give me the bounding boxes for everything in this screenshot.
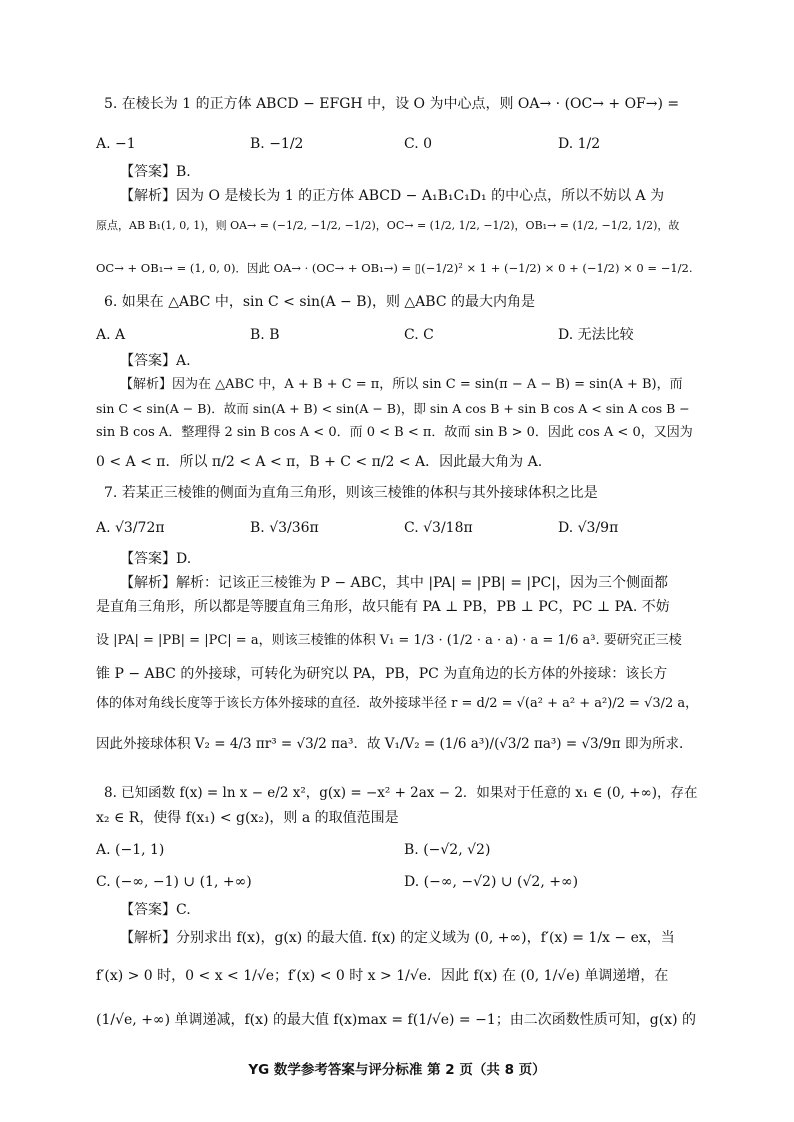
- q8-option-d: D. (−∞, −√2) ∪ (√2, +∞): [404, 874, 579, 890]
- q8-stem-line: x₂ ∈ R，使得 f(x₁) < g(x₂)，则 a 的取值范围是: [96, 810, 399, 826]
- q8-analysis-line: f′(x) > 0 时，0 < x < 1/√e；f′(x) < 0 时 x > 1/√e．因此 f(x) 在 (0, 1/√e) 单调递增，在: [96, 968, 669, 984]
- q5-analysis-line: 【解析】因为 O 是棱长为 1 的正方体 ABCD − A₁B₁C₁D₁ 的中心点，所以不妨以 A 为: [120, 188, 665, 204]
- q8-stem-line: 8. 已知函数 f(x) = ln x − e/2 x²，g(x) = −x² + 2ax − 2．如果对于任意的 x₁ ∈ (0, +∞)，存在: [104, 785, 698, 801]
- page-footer: YG 数学参考答案与评分标准 第 2 页（共 8 页）: [248, 1062, 546, 1078]
- q8-analysis-line: 【解析】分别求出 f(x)，g(x) 的最大值. f(x) 的定义域为 (0, +∞)，f′(x) = 1/x − ex，当: [120, 930, 675, 946]
- q7-answer: 【答案】D.: [120, 551, 192, 567]
- q7-analysis-line: 设 |PA| = |PB| = |PC| = a，则该三棱锥的体积 V₁ = 1/3 · (1/2 · a · a) · a = 1/6 a³. 要研究正三棱: [96, 633, 682, 648]
- q8-analysis-line: (1/√e, +∞) 单调递减，f(x) 的最大值 f(x)max = f(1/√e) = −1；由二次函数性质可知，g(x) 的: [96, 1012, 696, 1028]
- q7-analysis-line: 是直角三角形，所以都是等腰直角三角形，故只能有 PA ⊥ PB，PB ⊥ PC，PC ⊥ PA. 不妨: [96, 599, 670, 615]
- q7-option-a: A. √3/72π: [96, 520, 165, 536]
- q6-option-b: B. B: [250, 327, 280, 343]
- q6-analysis-line: sin B cos A．整理得 2 sin B cos A < 0．而 0 < B < π．故而 sin B > 0．因此 cos A < 0，又因为: [96, 425, 693, 440]
- q6-analysis-line: sin C < sin(A − B)．故而 sin(A + B) < sin(A − B)，即 sin A cos B + sin B cos A < sin A cos B −: [96, 401, 690, 416]
- q8-option-a: A. (−1, 1): [96, 842, 165, 858]
- q7-option-c: C. √3/18π: [404, 520, 473, 536]
- q7-option-b: B. √3/36π: [250, 520, 319, 536]
- q8-option-b: B. (−√2, √2): [404, 842, 491, 858]
- q7-analysis-line: 【解析】解析：记该正三棱锥为 P − ABC，其中 |PA| = |PB| = |PC|，因为三个侧面都: [120, 575, 668, 591]
- q5-analysis-line: 原点，AB B₁(1, 0, 1)，则 OA→ = (−1/2, −1/2, −1/2)，OC→ = (1/2, 1/2, −1/2)，OB₁→ = (1/2, −1/2, 1/2)，故: [96, 219, 680, 232]
- q5-analysis-line: OC→ + OB₁→ = (1, 0, 0)．因此 OA→ · (OC→ + OB₁→) = ▯(−1/2)² × 1 + (−1/2) × 0 + (−1/2) × 0 = −1/2.: [96, 261, 693, 275]
- q5-option-c: C. 0: [404, 136, 433, 152]
- q8-answer: 【答案】C.: [120, 902, 191, 918]
- q6-option-d: D. 无法比较: [558, 327, 634, 343]
- q7-analysis-line: 锥 P − ABC 的外接球，可转化为研究以 PA，PB，PC 为直角边的长方体的外接球：该长方: [96, 666, 668, 682]
- q5-option-b: B. −1/2: [250, 136, 304, 152]
- q5-answer: 【答案】B.: [120, 164, 191, 180]
- q7-stem: 7. 若某正三棱锥的侧面为直角三角形，则该三棱锥的体积与其外接球体积之比是: [104, 485, 598, 501]
- q5-stem: 5. 在棱长为 1 的正方体 ABCD − EFGH 中，设 O 为中心点，则 OA→ · (OC→ + OF→) =: [104, 96, 680, 112]
- q6-analysis-line: 【解析】因为在 △ABC 中，A + B + C = π，所以 sin C = sin(π − A − B) = sin(A + B)，而: [120, 377, 683, 392]
- q5-option-d: D. 1/2: [558, 136, 601, 152]
- q5-option-a: A. −1: [96, 136, 136, 152]
- q6-answer: 【答案】A.: [120, 353, 191, 369]
- q6-option-a: A. A: [96, 327, 126, 343]
- q8-option-c: C. (−∞, −1) ∪ (1, +∞): [96, 874, 252, 890]
- q7-analysis-line: 因此外接球体积 V₂ = 4/3 πr³ = √3/2 πa³．故 V₁/V₂ = (1/6 a³)/(√3/2 πa³) = √3/9π 即为所求.: [96, 736, 684, 752]
- q7-option-d: D. √3/9π: [558, 520, 619, 536]
- q6-stem: 6. 如果在 △ABC 中，sin C < sin(A − B)，则 △ABC 的最大内角是: [104, 294, 535, 310]
- q7-analysis-line: 体的体对角线长度等于该长方体外接球的直径．故外接球半径 r = d/2 = √(a² + a² + a²)/2 = √3/2 a，: [96, 696, 699, 711]
- q6-analysis-line: 0 < A < π．所以 π/2 < A < π，B + C < π/2 < A．因此最大角为 A.: [96, 454, 543, 470]
- q6-option-c: C. C: [404, 327, 434, 343]
